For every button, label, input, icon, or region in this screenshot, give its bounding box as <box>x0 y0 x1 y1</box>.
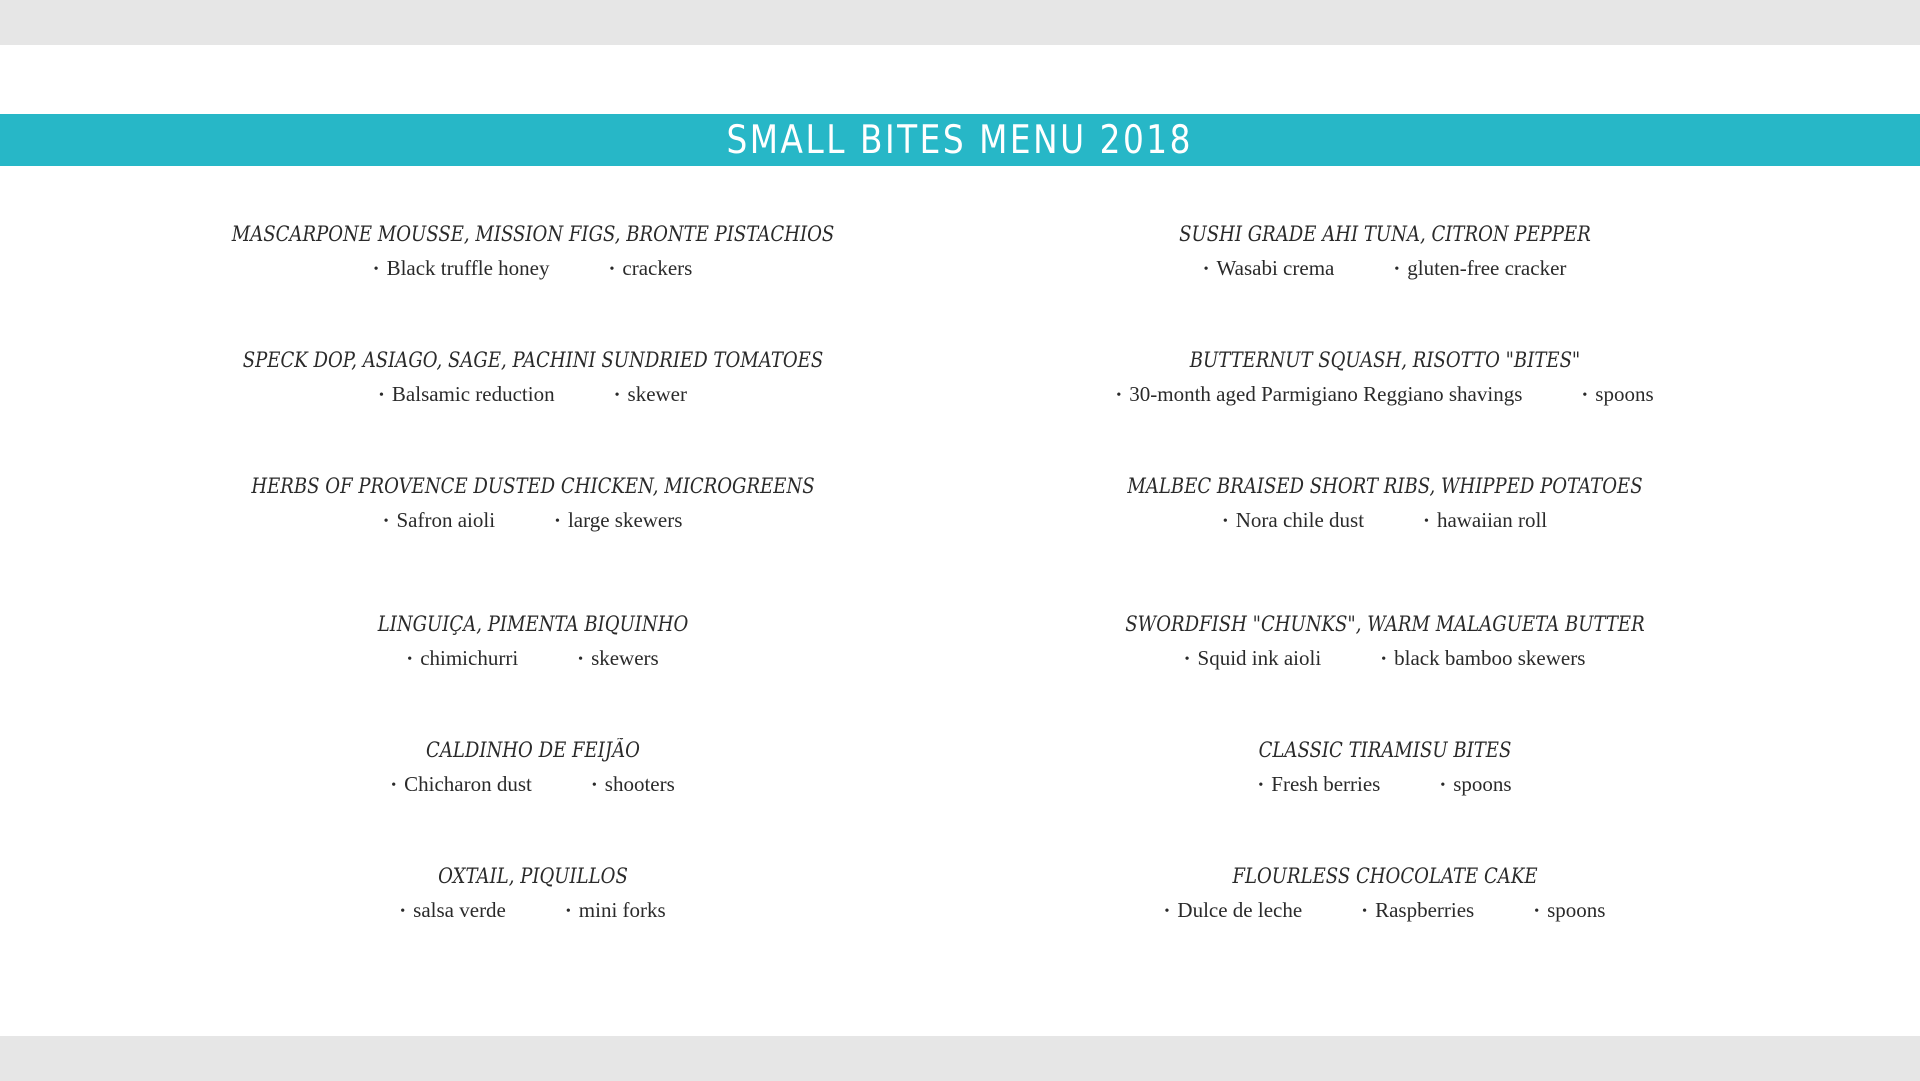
bullet-icon: • <box>1381 652 1387 667</box>
dish-name: CALDINHO DE FEIJÃO <box>426 738 640 762</box>
bullet-icon: • <box>1184 652 1190 667</box>
dish-name: MASCARPONE MOUSSE, MISSION FIGS, BRONTE PISTACHIOS <box>231 222 835 246</box>
dish-details <box>935 771 1835 799</box>
dish-detail: • salsa verde <box>400 898 506 922</box>
bullet-icon: • <box>614 388 620 403</box>
menu-item <box>83 346 983 409</box>
bullet-icon: • <box>565 904 571 919</box>
bullet-icon: • <box>379 388 384 403</box>
dish-details <box>83 771 983 799</box>
dish-detail: • shooters <box>591 772 675 796</box>
dish-details <box>935 507 1835 535</box>
dish-details <box>935 255 1835 283</box>
dish-detail: • Black truffle honey <box>373 256 550 280</box>
dish-details <box>83 645 983 673</box>
dish-detail: • hawaiian roll <box>1424 508 1548 532</box>
dish-detail: • mini forks <box>565 898 666 922</box>
dish-name: SPECK DOP, ASIAGO, SAGE, PACHINI SUNDRIED TOMATOES <box>242 348 824 372</box>
dish-name: SWORDFISH "CHUNKS", WARM MALAGUETA BUTTER <box>1125 612 1645 636</box>
dish-detail: • Wasabi crema <box>1203 256 1335 280</box>
dish-detail: • Chicharon dust <box>391 772 532 796</box>
dish-details <box>935 381 1835 409</box>
bullet-icon: • <box>373 262 379 277</box>
dish-detail: • Nora chile dust <box>1222 508 1365 532</box>
menu-item <box>83 610 983 673</box>
bullet-icon: • <box>1258 778 1264 793</box>
bullet-icon: • <box>1424 514 1429 529</box>
menu-title: SMALL BITES MENU 2018 <box>726 117 1194 163</box>
dish-detail: • Safron aioli <box>383 508 496 532</box>
dish-details <box>83 255 983 283</box>
dish-details <box>935 645 1835 673</box>
menu-item <box>935 472 1835 535</box>
menu-item <box>935 220 1835 283</box>
menu-page <box>0 45 1920 1036</box>
menu-item <box>935 862 1835 925</box>
menu-item <box>83 736 983 799</box>
dish-name: MALBEC BRAISED SHORT RIBS, WHIPPED POTATOES <box>1127 474 1643 498</box>
dish-detail: • 30-month aged Parmigiano Reggiano shavings <box>1116 382 1523 406</box>
menu-item <box>83 472 983 535</box>
dish-details <box>935 897 1835 925</box>
dish-details <box>83 507 983 535</box>
dish-detail: • Fresh berries <box>1258 772 1381 796</box>
bullet-icon: • <box>1582 388 1588 403</box>
bullet-icon: • <box>1164 904 1170 919</box>
bullet-icon: • <box>1203 262 1209 277</box>
dish-name: HERBS OF PROVENCE DUSTED CHICKEN, MICROGREENS <box>251 474 815 498</box>
dish-detail: • gluten-free cracker <box>1394 256 1567 280</box>
dish-detail: • crackers <box>609 256 693 280</box>
dish-name: FLOURLESS CHOCOLATE CAKE <box>1232 864 1538 888</box>
bullet-icon: • <box>609 262 615 277</box>
dish-details <box>83 381 983 409</box>
dish-name: BUTTERNUT SQUASH, RISOTTO "BITES" <box>1189 348 1581 372</box>
bullet-icon: • <box>391 778 397 793</box>
dish-name: OXTAIL, PIQUILLOS <box>438 864 628 888</box>
bullet-icon: • <box>383 514 389 529</box>
bullet-icon: • <box>1116 388 1122 403</box>
dish-detail: • skewers <box>578 646 659 670</box>
dish-detail: • spoons <box>1440 772 1512 796</box>
title-banner <box>0 114 1920 166</box>
dish-detail: • Raspberries <box>1362 898 1475 922</box>
menu-item <box>935 346 1835 409</box>
dish-detail: • Dulce de leche <box>1164 898 1303 922</box>
bullet-icon: • <box>591 778 597 793</box>
dish-detail: • spoons <box>1534 898 1606 922</box>
dish-name: SUSHI GRADE AHI TUNA, CITRON PEPPER <box>1179 222 1591 246</box>
bullet-icon: • <box>1222 514 1228 529</box>
bullet-icon: • <box>1394 262 1400 277</box>
bullet-icon: • <box>407 652 413 667</box>
dish-detail: • black bamboo skewers <box>1381 646 1586 670</box>
bullet-icon: • <box>400 904 406 919</box>
dish-detail: • Balsamic reduction <box>379 382 555 406</box>
dish-detail: • large skewers <box>555 508 683 532</box>
dish-detail: • Squid ink aioli <box>1184 646 1322 670</box>
dish-detail: • skewer <box>614 382 687 406</box>
bullet-icon: • <box>1362 904 1368 919</box>
dish-detail: • spoons <box>1582 382 1654 406</box>
menu-item <box>83 862 983 925</box>
menu-item <box>83 220 983 283</box>
menu-item <box>935 610 1835 673</box>
bullet-icon: • <box>1534 904 1540 919</box>
bullet-icon: • <box>1440 778 1446 793</box>
bullet-icon: • <box>555 514 560 529</box>
dish-details <box>83 897 983 925</box>
bullet-icon: • <box>578 652 584 667</box>
dish-detail: • chimichurri <box>407 646 519 670</box>
dish-name: LINGUIÇA, PIMENTA BIQUINHO <box>377 612 689 636</box>
menu-item <box>935 736 1835 799</box>
dish-name: CLASSIC TIRAMISU BITES <box>1258 738 1512 762</box>
